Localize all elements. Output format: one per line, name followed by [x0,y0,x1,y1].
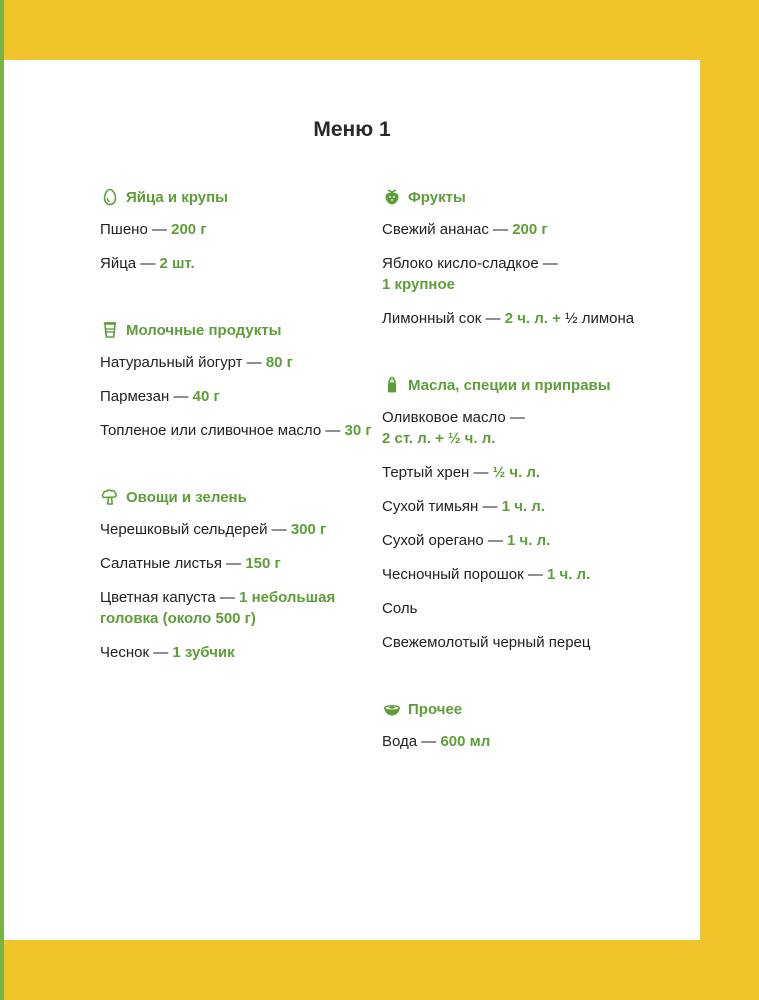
ingredient-item [382,407,662,449]
ingredient-item [100,253,380,274]
strawberry-icon [382,187,402,207]
ingredient-quantity: 150 г [245,555,281,572]
ingredient-quantity: 1 ч. л. [501,498,545,515]
ingredient-name: Вода — [382,733,437,750]
ingredient-name: Топленое или сливочное масло — [100,422,341,439]
page-title: Меню 1 [313,118,391,141]
ingredient-item [382,632,662,653]
ingredient-name: Цветная капуста — [100,589,235,606]
ingredient-quantity: 2 шт. [159,255,195,272]
section-heading [100,318,380,342]
ingredient-extra: ½ лимона [565,310,635,327]
section-broccoli [100,485,380,663]
ingredient-item [382,598,662,619]
ingredient-quantity: 300 г [290,521,327,538]
section-heading [382,697,662,721]
section-title: Молочные продукты [126,321,282,339]
section-strawberry [382,185,662,329]
yogurt-cup-icon [100,320,120,340]
ingredient-quantity: 1 крупное [382,276,455,293]
ingredient-quantity: 1 ч. л. [547,566,591,583]
ingredient-item [382,253,662,295]
right-column [382,185,662,796]
recipe-page [4,60,700,940]
ingredient-name: Соль [382,600,418,617]
ingredient-item [382,308,662,329]
left-column [100,185,380,707]
ingredient-name: Свежий ананас — [382,221,509,238]
ingredient-name: Яйца — [100,255,156,272]
ingredient-item [382,496,662,517]
ingredient-name: Тертый хрен — [382,464,489,481]
spice-shaker-icon [382,375,402,395]
section-title: Фрукты [408,188,466,206]
ingredient-quantity: 200 г [512,221,548,238]
ingredient-item [100,587,380,629]
ingredient-quantity: 1 небольшая головка (около 500 г) [100,589,336,627]
ingredient-quantity: 40 г [192,388,220,405]
ingredient-item [100,219,380,240]
broccoli-icon [100,487,120,507]
ingredient-item [100,553,380,574]
ingredient-quantity: 80 г [265,354,293,371]
ingredient-item [382,731,662,752]
section-title: Овощи и зелень [126,488,247,506]
section-heading [382,373,662,397]
ingredient-name: Свежемолотый черный перец [382,634,591,651]
ingredient-item [100,352,380,373]
ingredient-quantity: 1 ч. л. [507,532,551,549]
ingredient-item [382,564,662,585]
ingredient-quantity: 2 ч. л. + [504,310,561,327]
ingredient-name: Пармезан — [100,388,189,405]
ingredient-name: Пшено — [100,221,167,238]
ingredient-item [382,462,662,483]
bowl-icon [382,699,402,719]
ingredient-quantity: 600 мл [440,733,491,750]
ingredient-name: Салатные листья — [100,555,242,572]
ingredient-name: Лимонный сок — [382,310,501,327]
section-heading [382,185,662,209]
section-egg [100,185,380,274]
ingredient-name: Натуральный йогурт — [100,354,262,371]
ingredient-item [100,642,380,663]
ingredient-name: Яблоко кисло-сладкое — [382,255,558,272]
egg-icon [100,187,120,207]
ingredient-item [382,530,662,551]
ingredient-quantity: 30 г [344,422,372,439]
section-title: Масла, специи и приправы [408,376,611,394]
ingredient-quantity: ½ ч. л. [492,464,541,481]
ingredient-name: Сухой тимьян — [382,498,498,515]
section-heading [100,485,380,509]
section-title: Яйца и крупы [126,188,228,206]
ingredient-name: Сухой орегано — [382,532,503,549]
section-bowl [382,697,662,752]
ingredient-name: Черешковый сельдерей — [100,521,287,538]
ingredient-quantity: 200 г [171,221,207,238]
ingredient-item [382,219,662,240]
section-yogurt-cup [100,318,380,441]
ingredient-item [100,386,380,407]
ingredient-item [100,420,380,441]
section-heading [100,185,380,209]
section-title: Прочее [408,700,463,718]
section-spice-shaker [382,373,662,653]
ingredient-name: Оливковое масло — [382,409,525,426]
ingredient-quantity: 2 ст. л. + ½ ч. л. [382,430,496,447]
ingredient-quantity: 1 зубчик [172,644,235,661]
ingredient-name: Чеснок — [100,644,169,661]
ingredient-item [100,519,380,540]
ingredient-name: Чесночный порошок — [382,566,543,583]
